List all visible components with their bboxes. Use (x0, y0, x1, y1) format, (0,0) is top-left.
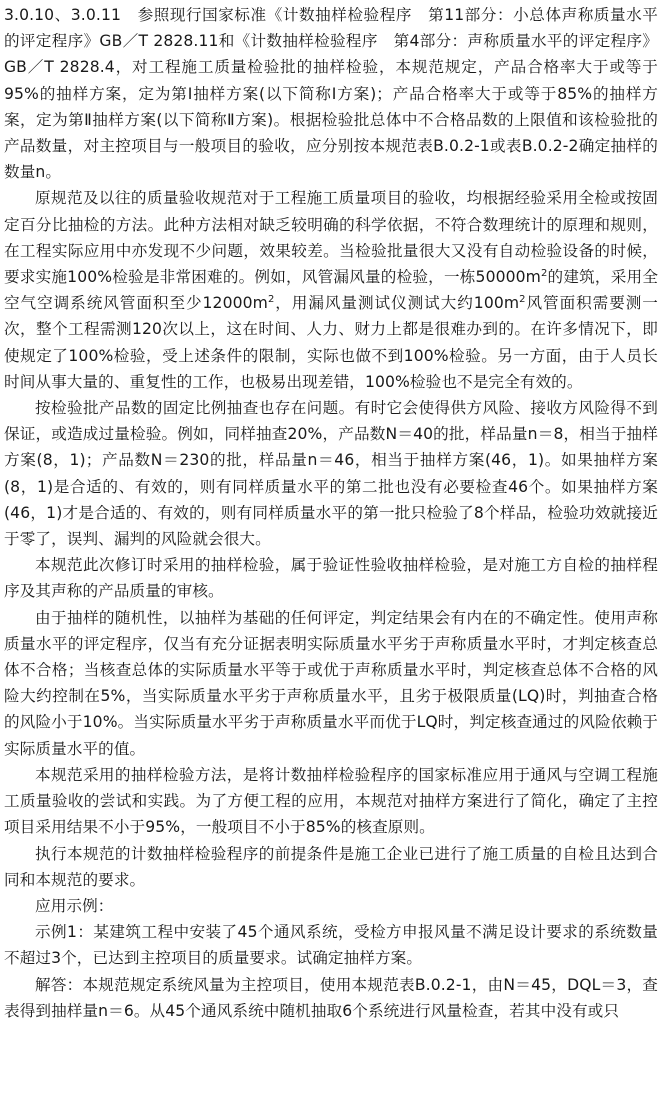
superscript: 2 (519, 294, 526, 306)
text-segment: 的建筑，采用全空气空调系统风管面积至少12000m (4, 268, 659, 313)
paragraph-example-heading: 应用示例： (35, 896, 114, 915)
text-segment: 原规范及以往的质量验收规范对于工程施工质量项目的验收，均根据经验采用全检或按固定百分比抽检的方法。此种方法相对缺乏较明确的科学依据，不符合数理统计的原理和规则，在工程实际应用中亦发现不少问题，效果较差。当检验批量很大又没有自动检验设备的时候，要求实施100%检验是非常困难的。例如，风管漏风量的检验，一栋50000m (4, 189, 658, 287)
paragraph-clause-3-0-10: 3.0.10、3.0.11 参照现行国家标准《计数抽样检验程序 第11部分：小总体声称质量水平的评定程序》GB／T 2828.11和《计数抽样检验程序 第4部分：声称质量水平的评定程序》GB／T 2828.4，对工程施工质量检验批的抽样检验，本规范规定，产品合格率大于或等于95%的抽样方案，定为第Ⅰ抽样方案(以下简称Ⅰ方案)；产品合格率大于或等于85%的抽样方案，定为第Ⅱ抽样方案(以下简称Ⅱ方案)。根据检验批总体中不合格品数的上限值和该检验批的产品数量，对主控项目与一般项目的验收，应分别按本规范表B.0.2-1或表B.0.2-2确定抽样的数量n。 (4, 6, 658, 182)
superscript: 2 (267, 294, 275, 306)
paragraph-revision-sampling: 本规范此次修订时采用的抽样检验，属于验证性验收抽样检验，是对施工方自检的抽样程序及其声称的产品质量的审核。 (4, 556, 658, 601)
paragraph-precondition: 执行本规范的计数抽样检验程序的前提条件是施工企业已进行了施工质量的自检且达到合同和本规范的要求。 (4, 844, 658, 889)
document-body (4, 2, 658, 1024)
text-segment: 风管面积需要测一次，整个工程需测120次以上，这在时间、人力、财力上都是很难办到的。在许多情况下，即使规定了100%检验，受上述条件的限制，实际也做不到100%检验。另一方面，由于人员长时间从事大量的、重复性的工作，也极易出现差错，100%检验也不是完全有效的。 (4, 294, 658, 391)
paragraph-randomness: 由于抽样的随机性，以抽样为基础的任何评定，判定结果会有内在的不确定性。使用声称质量水平的评定程序，仅当有充分证据表明实际质量水平劣于声称质量水平时，才判定核查总体不合格；当核查总体的实际质量水平等于或优于声称质量水平时，判定核查总体不合格的风险大约控制在5%，当实际质量水平劣于声称质量水平，且劣于极限质量(LQ)时，判抽查合格的风险小于10%。当实际质量水平劣于声称质量水平而优于LQ时，判定核查通过的风险依赖于实际质量水平的值。 (4, 608, 658, 758)
paragraph-example-1: 示例1：某建筑工程中安装了45个通风系统，受检方申报风量不满足设计要求的系统数量不超过3个，已达到主控项目的质量要求。试确定抽样方案。 (4, 923, 658, 968)
paragraph-fixed-ratio: 按检验批产品数的固定比例抽查也存在问题。有时它会使得供方风险、接收方风险得不到保证，或造成过量检验。例如，同样抽查20%，产品数N＝40的批，样品量n＝8，相当于抽样方案(8，1)；产品数N＝230的批，样品量n＝46，相当于抽样方案(46，1)。如果抽样方案(8，1)是合适的、有效的，则有同样质量水平的第二批也没有必要检查46个。如果抽样方案(46，1)才是合适的、有效的，则有同样质量水平的第一批只检验了8个样品，检验功效就接近于零了，误判、漏判的风险就会很大。 (4, 399, 658, 549)
superscript: 2 (540, 268, 548, 280)
text-segment: ，用漏风量测试仪测试大约100m (274, 294, 520, 313)
paragraph-answer: 解答：本规范规定系统风量为主控项目，使用本规范表B.0.2-1，由N＝45，DQL＝3，查表得到抽样量n＝6。从45个通风系统中随机抽取6个系统进行风量检查，若其中没有或只 (4, 975, 658, 1020)
paragraph-method: 本规范采用的抽样检验方法，是将计数抽样检验程序的国家标准应用于通风与空调工程施工质量验收的尝试和实践。为了方便工程的应用，本规范对抽样方案进行了简化，确定了主控项目采用结果不小于95%，一般项目不小于85%的核查原则。 (4, 765, 658, 837)
paragraph-original-spec (4, 185, 658, 395)
